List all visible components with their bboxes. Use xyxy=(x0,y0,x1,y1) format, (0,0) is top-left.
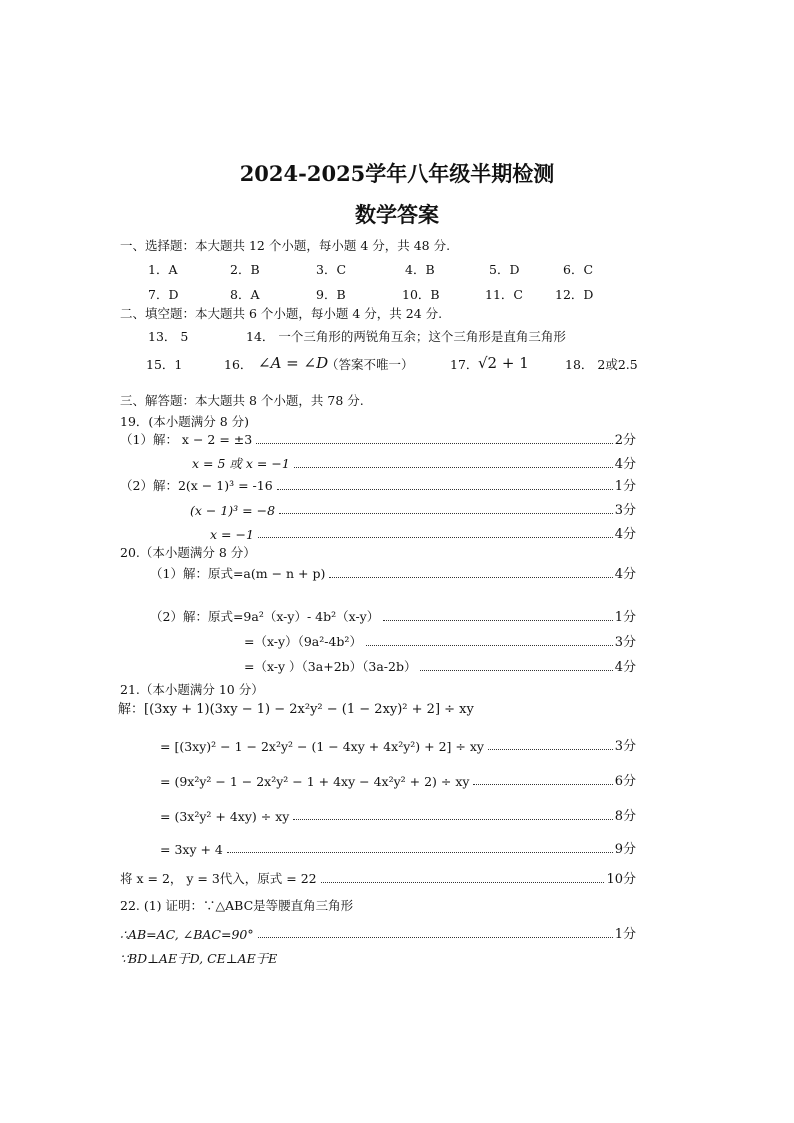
section3-heading: 三、解答题：本大题共 8 个小题，共 78 分. xyxy=(120,393,364,408)
q20-line-3-score: 3分 xyxy=(614,635,636,650)
q19-line-5 xyxy=(210,524,636,542)
q19-line-4-score: 3分 xyxy=(614,503,636,518)
q21-line-3-text: = (9x²y² − 1 − 2x²y² − 1 + 4xy − 4x²y² + 2) ÷ xy xyxy=(160,774,470,789)
q21-line-3-score: 6分 xyxy=(614,774,636,789)
answer-3: 3．C xyxy=(316,262,347,277)
q19-header: 19．(本小题满分 8 分) xyxy=(120,414,250,429)
q21-line-5-score: 9分 xyxy=(614,842,636,857)
q21-line-2 xyxy=(160,736,636,754)
section2-heading: 二、填空题：本大题共 6 个小题，每小题 4 分，共 24 分. xyxy=(120,306,443,321)
answer-16-label: 16． xyxy=(224,357,253,372)
q20-line-1-text: （1）解：原式=a(m − n + p) xyxy=(150,566,326,581)
document-title: 2024-2025学年八年级半期检测 xyxy=(239,161,555,186)
q19-line-5-score: 4分 xyxy=(614,527,636,542)
q19-line-4-text: (x − 1)³ = −8 xyxy=(190,503,276,518)
answer-14: 14． 一个三角形的两锐角互余；这个三角形是直角三角形 xyxy=(246,329,566,344)
q21-line-6 xyxy=(120,869,636,887)
q21-line-2-score: 3分 xyxy=(614,739,636,754)
answer-11: 11．C xyxy=(485,287,523,302)
q20-header: 20.（本小题满分 8 分） xyxy=(120,545,256,560)
answer-7: 7．D xyxy=(148,287,179,302)
q20-line-1 xyxy=(150,564,636,582)
q20-line-2-text: （2）解：原式=9a²（x-y）- 4b²（x-y） xyxy=(150,609,380,624)
q21-line-4-score: 8分 xyxy=(614,809,636,824)
answer-12: 12．D xyxy=(555,287,594,302)
document-subtitle: 数学答案 xyxy=(355,202,439,227)
q20-line-3 xyxy=(244,632,636,650)
q20-line-4-text: =（x-y ）（3a+2b）（3a-2b） xyxy=(244,659,417,674)
q19-line-1 xyxy=(120,430,636,448)
answer-4: 4．B xyxy=(405,262,435,277)
q22-line-1: 22. (1) 证明：∵△ABC是等腰直角三角形 xyxy=(120,898,354,913)
q19-line-3-text: （2）解：2(x − 1)³ = -16 xyxy=(120,478,273,493)
section1-heading: 一、选择题：本大题共 12 个小题，每小题 4 分，共 48 分. xyxy=(120,238,451,253)
answer-2: 2．B xyxy=(230,262,260,277)
q21-line-6-score: 10分 xyxy=(606,872,636,887)
q20-line-2 xyxy=(150,607,636,625)
q19-line-2 xyxy=(192,454,636,472)
q21-line-1: 解：[(3xy + 1)(3xy − 1) − 2x²y² − (1 − 2xy)² + 2] ÷ xy xyxy=(118,702,474,717)
q22-line-2 xyxy=(120,924,636,942)
q22-line-2-text: ∴AB=AC, ∠BAC=90° xyxy=(120,927,254,942)
answer-5: 5．D xyxy=(489,262,520,277)
q21-line-4-text: = (3x²y² + 4xy) ÷ xy xyxy=(160,809,290,824)
q19-line-2-text: x = 5 或 x = −1 xyxy=(192,456,290,471)
answer-18: 18． 2或2.5 xyxy=(565,357,638,372)
q20-line-4 xyxy=(244,657,636,675)
q19-line-2-score: 4分 xyxy=(614,457,636,472)
answer-8: 8．A xyxy=(230,287,260,302)
q22-line-2-score: 1分 xyxy=(614,927,636,942)
q21-line-6-text: 将 x = 2， y = 3代入，原式 = 22 xyxy=(120,871,317,886)
answer-9: 9．B xyxy=(316,287,346,302)
q21-line-5-text: = 3xy + 4 xyxy=(160,842,223,857)
answer-17-expr: √2 + 1 xyxy=(478,354,529,372)
q21-header: 21.（本小题满分 10 分） xyxy=(120,682,264,697)
q21-line-5 xyxy=(160,839,636,857)
q19-line-4 xyxy=(190,500,636,518)
q20-line-4-score: 4分 xyxy=(614,660,636,675)
q19-line-1-score: 2分 xyxy=(614,433,636,448)
q19-line-5-text: x = −1 xyxy=(210,527,254,542)
q20-line-3-text: =（x-y）（9a²-4b²） xyxy=(244,634,362,649)
q19-line-1-text: （1）解： x − 2 = ±3 xyxy=(120,432,253,447)
q20-line-2-score: 1分 xyxy=(614,610,636,625)
answer-16-expr: ∠A = ∠D xyxy=(258,354,329,372)
q20-line-1-score: 4分 xyxy=(614,567,636,582)
q21-line-4 xyxy=(160,806,636,824)
answer-10: 10．B xyxy=(402,287,440,302)
q19-line-3 xyxy=(120,476,636,494)
answer-13: 13． 5 xyxy=(148,329,189,344)
answer-16-note: （答案不唯一） xyxy=(326,357,414,372)
answer-17-label: 17． xyxy=(450,357,479,372)
q21-line-3 xyxy=(160,771,636,789)
q22-line-3: ∵BD⊥AE于D, CE⊥AE于E xyxy=(120,951,278,966)
answer-1: 1．A xyxy=(148,262,178,277)
q21-line-2-text: = [(3xy)² − 1 − 2x²y² − (1 − 4xy + 4x²y²) + 2] ÷ xy xyxy=(160,739,484,754)
q19-line-3-score: 1分 xyxy=(614,479,636,494)
answer-6: 6．C xyxy=(563,262,594,277)
answer-15: 15．1 xyxy=(146,357,183,372)
